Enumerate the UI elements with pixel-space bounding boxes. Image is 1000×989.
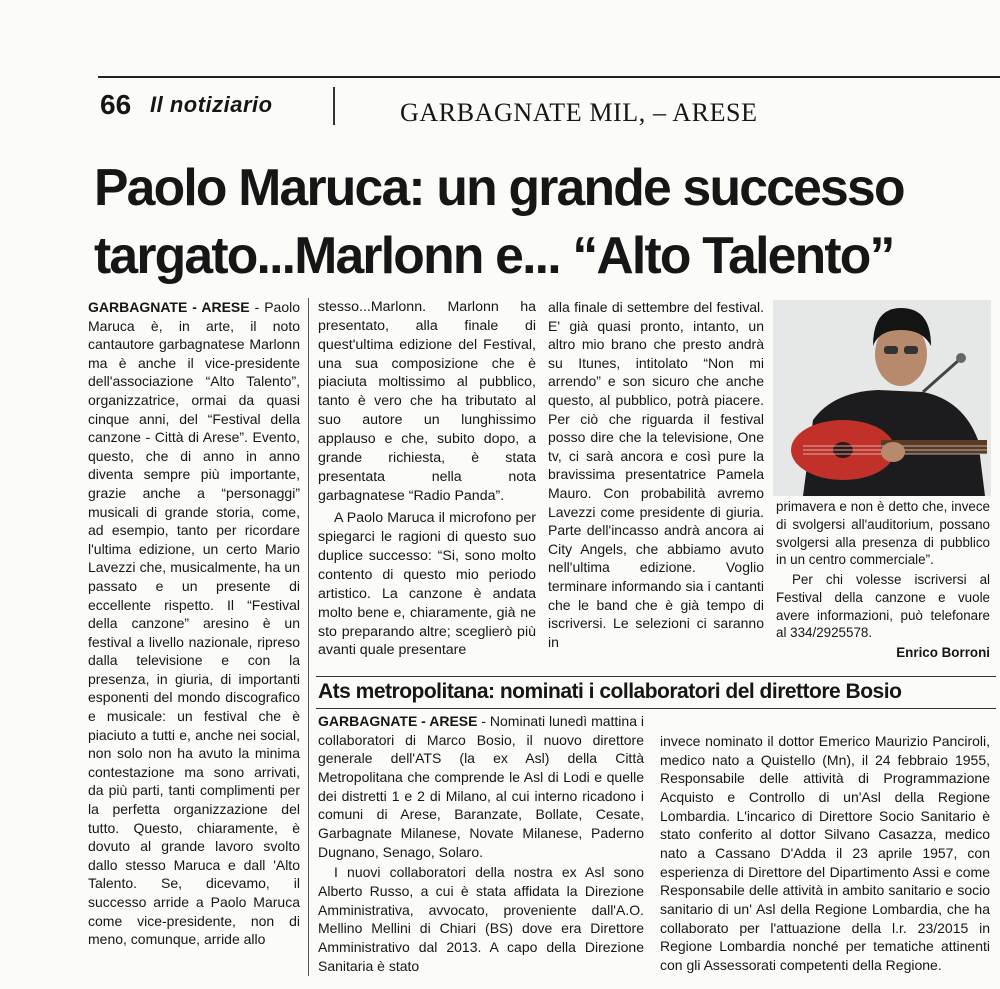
col3-text: alla finale di settembre del festival. E' già quasi pronto, intanto, un altro mio brano che presto andrà su Itunes, intitolato “Non mi arrendo” e son sicuro che anche questo, al pubblico, potrà piacere. Per ciò che riguarda il festival posso dire che la televisione, One tv, ci sarà ancora e così pure la bravissima presentatrice Pamela Mauro. Con probabilità avremo Lavezzi come presidente di giuria. Parte dell'incasso andrà ancora ai City Angels, che abbiamo avuto nell'ultima edizione. Voglio terminare informando sia i cantanti che le band che è già tempo di iscriversi. Le selezioni ci saranno in	[548, 299, 764, 650]
photo-illustration	[773, 300, 991, 496]
col4-para1: primavera e non è detto che, invece di svolgersi all'auditorium, possano svolgersi alla presenza di pubblico in un centro commerciale”.	[776, 499, 990, 568]
second-article-headline: Ats metropolitana: nominati i collaboratori del direttore Bosio	[318, 680, 902, 703]
header-divider	[333, 87, 335, 125]
col1-text: - Paolo Maruca è, in arte, il noto cantautore garbagnatese Marlonn ma è anche il vice-presidente dell'associazione “Alto Talento”, organizzatrice, ormai da quasi cinque anni, del “Festival della canzone - Città di Arese”. Evento, questo, che di anno in anno diventa sempre più importante, grazie anche a “personaggi” musicali di grande storia, come, ad esempio, tanto per ricordare l'ultima edizione, un certo Mario Lavezzi che, musicalmente, ha un passato e un presente di eccellente rispetto. Il “Festival della canzone” aresino è un festival a livello nazionale, ripreso dalla televisione e con la presenza, in giuria, di importanti esponenti del mondo discografico e musicale: un festival che è piaciuto a tutti e, anche nei social, non solo non ha avuto la minima contestazione ma sono arrivati, da più parti, tanti complimenti per la perfetta organizzazione del tutto. Questo, chiaramente, è dovuto al grande lavoro svolto dallo stesso Maruca e dall 'Alto Talento. Se, dicevamo, il successo arride a Paolo Maruca come vice-presidente, non di meno, comunque, arride allo	[88, 299, 301, 948]
headline-line-2: targato...Marlonn e... “Alto Talento”	[94, 227, 894, 285]
header-top-rule	[98, 76, 1000, 78]
second-col2-text: invece nominato il dottor Emerico Maurizio Panciroli, medico nato a Quistello (Mn), il 24 febbraio 1955, Responsabile delle attività di Programmazione Acquisto e Controllo di un'Asl della Regione Lombardia. L'incarico di Direttore Socio Sanitario è stato conferito al dottor Silvano Casazza, medico nato a Cassano D'Adda il 23 aprile 1957, con esperienza di Direttore del Dipartimento Assi e come Responsabile delle attività in ambito sanitario e socio sanitario di un' Asl della Regione Lombardia, che ha collaborato per l'attuazione della l.r. 23/2015 in Regione Lombardia nonché per tematiche attinenti con gli Assessorati competenti della Regione.	[660, 733, 990, 973]
col2-para2: A Paolo Maruca il microfono per spiegarci le ragioni di questo suo duplice successo: “Si, sono molto contento di questo mio periodo artistico. La canzone è andata molto bene e, chiaramente, già ne sto preparando altre; sceglierò più avanti quale presentare	[318, 510, 536, 659]
headline-line-1: Paolo Maruca: un grande successo	[94, 159, 904, 217]
page-number: 66	[100, 89, 132, 120]
article-column-4	[776, 498, 990, 662]
second-article-top-rule	[316, 676, 996, 677]
col2-para1: stesso...Marlonn. Marlonn ha presentato, alla finale di quest'ultima edizione del Festival, una sua composizione che è piaciuta moltissimo al pubblico, tanto è vero che ha tributato al suo autore un lunghissimo applauso e che, subito dopo, a grande richiesta, è stata presentata nella nota garbagnatese “Radio Panda”.	[318, 299, 536, 504]
article-dateline: GARBAGNATE - ARESE	[88, 299, 250, 315]
second-article-headline-rule	[316, 708, 996, 709]
article-column-3	[548, 298, 764, 651]
photo-paolo-maruca	[773, 300, 991, 496]
second-article-column-1	[318, 712, 644, 975]
second-article-column-2	[660, 732, 990, 975]
section-title: GARBAGNATE MIL, – ARESE	[400, 98, 758, 127]
article-column-2	[318, 298, 536, 660]
second-col1-para1: - Nominati lunedì mattina i collaboratori di Marco Bosio, il nuovo direttore generale dell'ATS (la ex Asl) della Città Metropolitana che comprende le Asl di Lodi e quelle dei distretti 1 e 2 di Milano, al cui interno ricadono i comuni di Arese, Baranzate, Bollate, Cesate, Garbagnate Milanese, Novate Milanese, Paderno Dugnano, Senago, Solaro.	[318, 713, 644, 860]
col4-para2: Per chi volesse iscriversi al Festival della canzone e vuole avere informazioni, può telefonare al 334/2925578.	[776, 572, 990, 641]
second-article-dateline: GARBAGNATE - ARESE	[318, 713, 478, 729]
article-author: Enrico Borroni	[896, 645, 990, 661]
article-column-1	[88, 298, 300, 949]
column-rule	[308, 298, 309, 976]
publication-name: Il notiziario	[150, 92, 273, 117]
second-col1-para2: I nuovi collaboratori della nostra ex Asl sono Alberto Russo, a cui è stata affidata la Direzione Amministrativa, avvocato, proveniente dall'A.O. Mellino Mellini di Chiari (BS) dove era Direttore Amministrativo dal 2013. A capo della Direzione Sanitaria è stato	[318, 864, 644, 974]
